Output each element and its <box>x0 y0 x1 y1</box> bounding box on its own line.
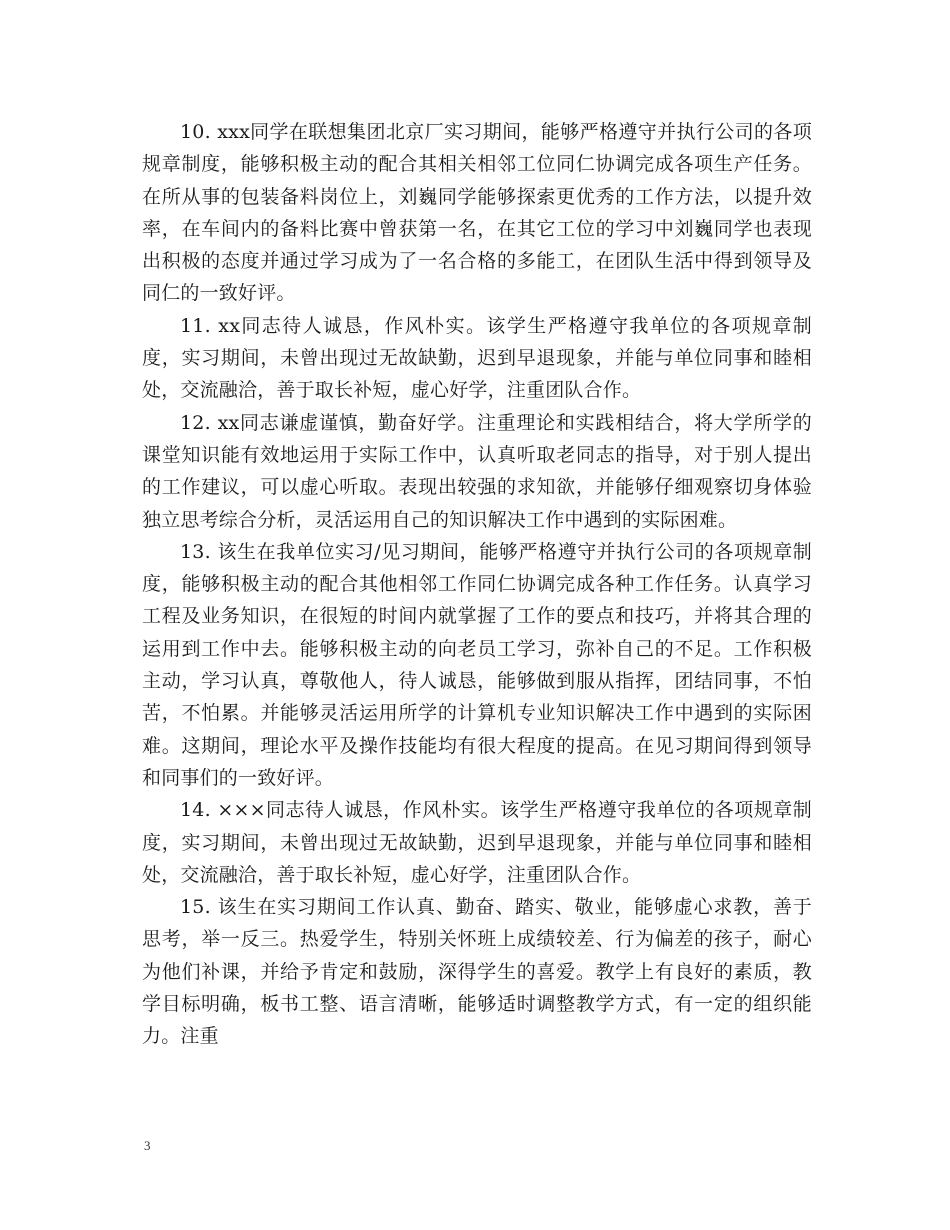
paragraph-13: 13. 该生在我单位实习/见习期间，能够严格遵守并执行公司的各项规章制度，能够积极主动的配合其他相邻工作同仁协调完成各种工作任务。认真学习工程及业务知识，在很短的时间内就掌握了工作的要点和技巧，并将其合理的运用到工作中去。能够积极主动的向老员工学习，弥补自己的不足。工作积极主动，学习认真，尊敬他人，待人诚恳，能够做到服从指挥，团结同事，不怕苦，不怕累。并能够灵活运用所学的计算机专业知识解决工作中遇到的实际困难。这期间，理论水平及操作技能均有很大程度的提高。在见习期间得到领导和同事们的一致好评。 <box>142 540 812 789</box>
paragraph-11: 11. xx同志待人诚恳，作风朴实。该学生严格遵守我单位的各项规章制度，实习期间，未曾出现过无故缺勤，迟到早退现象，并能与单位同事和睦相处，交流融洽，善于取长补短，虚心好学，注重团队合作。 <box>142 314 812 402</box>
document-body <box>142 116 812 1053</box>
paragraph-10: 10. xxx同学在联想集团北京厂实习期间，能够严格遵守并执行公司的各项规章制度，能够积极主动的配合其相关相邻工位同仁协调完成各项生产任务。在所从事的包装备料岗位上，刘巍同学能够探索更优秀的工作方法，以提升效率，在车间内的备料比赛中曾获第一名，在其它工位的学习中刘巍同学也表现出积极的态度并通过学习成为了一名合格的多能工，在团队生活中得到领导及同仁的一致好评。 <box>142 121 812 305</box>
paragraph-15: 15. 该生在实习期间工作认真、勤奋、踏实、敬业，能够虚心求教，善于思考，举一反三。热爱学生，特别关怀班上成绩较差、行为偏差的孩子，耐心为他们补课，并给予肯定和鼓励，深得学生的喜爱。教学上有良好的素质，教学目标明确，板书工整、语言清晰，能够适时调整教学方式，有一定的组织能力。注重 <box>142 896 812 1048</box>
page-number: 3 <box>144 1138 151 1153</box>
paragraph-14: 14. ×××同志待人诚恳，作风朴实。该学生严格遵守我单位的各项规章制度，实习期间，未曾出现过无故缺勤，迟到早退现象，并能与单位同事和睦相处，交流融洽，善于取长补短，虚心好学，注重团队合作。 <box>142 799 812 886</box>
paragraph-12: 12. xx同志谦虚谨慎，勤奋好学。注重理论和实践相结合，将大学所学的课堂知识能有效地运用于实际工作中，认真听取老同志的指导，对于别人提出的工作建议，可以虚心听取。表现出较强的求知欲，并能够仔细观察切身体验独立思考综合分析，灵活运用自己的知识解决工作中遇到的实际困难。 <box>142 411 812 531</box>
